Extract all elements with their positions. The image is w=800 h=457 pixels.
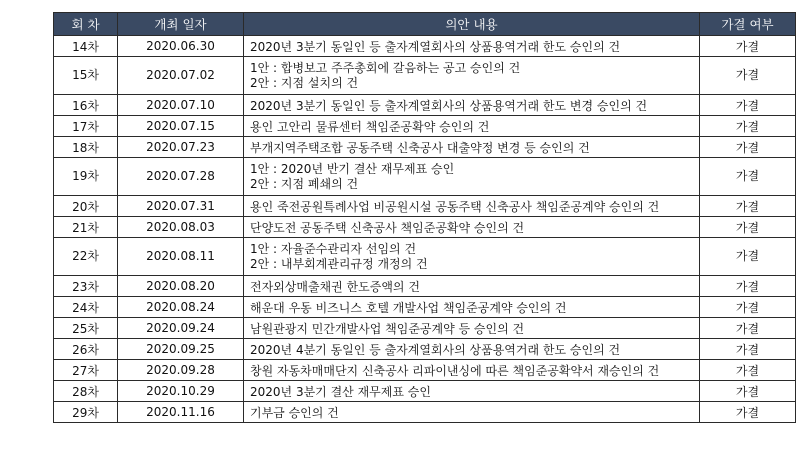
result-cell: 가결 <box>700 217 796 238</box>
session-cell: 28차 <box>54 381 118 402</box>
result-cell: 가결 <box>700 57 796 95</box>
table-row <box>54 57 796 95</box>
result-cell: 가결 <box>700 238 796 276</box>
table-row <box>54 137 796 158</box>
date-cell: 2020.09.28 <box>118 360 244 381</box>
agenda-line: 창원 자동차매매단지 신축공사 리파이낸싱에 따른 책임준공확약서 재승인의 건 <box>250 363 660 378</box>
table-row <box>54 95 796 116</box>
date-cell: 2020.08.03 <box>118 217 244 238</box>
session-cell: 26차 <box>54 339 118 360</box>
table-row <box>54 116 796 137</box>
table-row <box>54 238 796 276</box>
agenda-cell <box>244 116 700 137</box>
agenda-line: 2020년 3분기 결산 재무제표 승인 <box>250 384 431 399</box>
agenda-cell <box>244 217 700 238</box>
date-cell: 2020.06.30 <box>118 36 244 57</box>
agenda-cell <box>244 360 700 381</box>
agenda-cell <box>244 276 700 297</box>
result-cell: 가결 <box>700 276 796 297</box>
agenda-cell <box>244 381 700 402</box>
result-cell: 가결 <box>700 381 796 402</box>
table-row <box>54 217 796 238</box>
agenda-cell <box>244 95 700 116</box>
table-row <box>54 339 796 360</box>
header-date: 개최 일자 <box>118 13 244 36</box>
agenda-cell <box>244 238 700 276</box>
agenda-cell <box>244 36 700 57</box>
agenda-line: 기부금 승인의 건 <box>250 405 339 420</box>
result-cell: 가결 <box>700 116 796 137</box>
agenda-line: 부개지역주택조합 공동주택 신축공사 대출약정 변경 등 승인의 건 <box>250 140 590 155</box>
result-cell: 가결 <box>700 137 796 158</box>
agenda-line: 2020년 4분기 동일인 등 출자계열회사의 상품용역거래 한도 승인의 건 <box>250 342 621 357</box>
table-body <box>54 36 796 423</box>
table-row <box>54 318 796 339</box>
agenda-line: 용인 죽전공원특례사업 비공원시설 공동주택 신축공사 책임준공계약 승인의 건 <box>250 199 660 214</box>
date-cell: 2020.09.25 <box>118 339 244 360</box>
session-cell: 16차 <box>54 95 118 116</box>
result-cell: 가결 <box>700 196 796 217</box>
agenda-line: 단양도전 공동주택 신축공사 책임준공확약 승인의 건 <box>250 220 525 235</box>
result-cell: 가결 <box>700 360 796 381</box>
session-cell: 23차 <box>54 276 118 297</box>
agenda-line: 용인 고안리 물류센터 책임준공확약 승인의 건 <box>250 119 490 134</box>
agenda-line: 2020년 3분기 동일인 등 출자계열회사의 상품용역거래 한도 변경 승인의 건 <box>250 98 648 113</box>
session-cell: 14차 <box>54 36 118 57</box>
agenda-line: 2020년 3분기 동일인 등 출자계열회사의 상품용역거래 한도 승인의 건 <box>250 39 621 54</box>
agenda-cell <box>244 57 700 95</box>
agenda-line: 2안 : 내부회계관리규정 개정의 건 <box>250 256 428 271</box>
table-row <box>54 276 796 297</box>
session-cell: 19차 <box>54 158 118 196</box>
agenda-line: 해운대 우동 비즈니스 호텔 개발사업 책임준공계약 승인의 건 <box>250 300 567 315</box>
date-cell: 2020.08.24 <box>118 297 244 318</box>
date-cell: 2020.10.29 <box>118 381 244 402</box>
session-cell: 15차 <box>54 57 118 95</box>
session-cell: 18차 <box>54 137 118 158</box>
date-cell: 2020.07.23 <box>118 137 244 158</box>
agenda-line: 남원관광지 민간개발사업 책임준공계약 등 승인의 건 <box>250 321 525 336</box>
date-cell: 2020.07.31 <box>118 196 244 217</box>
agenda-cell <box>244 339 700 360</box>
result-cell: 가결 <box>700 318 796 339</box>
agenda-line: 2안 : 지점 폐쇄의 건 <box>250 176 359 191</box>
agenda-cell <box>244 137 700 158</box>
session-cell: 22차 <box>54 238 118 276</box>
result-cell: 가결 <box>700 158 796 196</box>
session-cell: 17차 <box>54 116 118 137</box>
session-cell: 20차 <box>54 196 118 217</box>
date-cell: 2020.08.20 <box>118 276 244 297</box>
header-agenda: 의안 내용 <box>244 13 700 36</box>
table-row <box>54 360 796 381</box>
date-cell: 2020.07.10 <box>118 95 244 116</box>
header-session: 회 차 <box>54 13 118 36</box>
table-row <box>54 381 796 402</box>
agenda-cell <box>244 297 700 318</box>
agenda-cell <box>244 158 700 196</box>
date-cell: 2020.11.16 <box>118 402 244 423</box>
agenda-line: 1안 : 합병보고 주주총회에 갈음하는 공고 승인의 건 <box>250 60 521 75</box>
date-cell: 2020.07.15 <box>118 116 244 137</box>
agenda-cell <box>244 196 700 217</box>
date-cell: 2020.07.02 <box>118 57 244 95</box>
agenda-cell <box>244 402 700 423</box>
board-resolutions-table <box>53 12 796 423</box>
agenda-line: 1안 : 자율준수관리자 선임의 건 <box>250 241 417 256</box>
header-result: 가결 여부 <box>700 13 796 36</box>
result-cell: 가결 <box>700 339 796 360</box>
table-row <box>54 297 796 318</box>
result-cell: 가결 <box>700 402 796 423</box>
date-cell: 2020.09.24 <box>118 318 244 339</box>
date-cell: 2020.08.11 <box>118 238 244 276</box>
session-cell: 29차 <box>54 402 118 423</box>
session-cell: 24차 <box>54 297 118 318</box>
agenda-line: 2안 : 지점 설치의 건 <box>250 75 359 90</box>
result-cell: 가결 <box>700 297 796 318</box>
agenda-cell <box>244 318 700 339</box>
session-cell: 27차 <box>54 360 118 381</box>
result-cell: 가결 <box>700 36 796 57</box>
table-row <box>54 158 796 196</box>
header-row <box>54 13 796 36</box>
agenda-line: 1안 : 2020년 반기 결산 재무제표 승인 <box>250 161 455 176</box>
date-cell: 2020.07.28 <box>118 158 244 196</box>
table-row <box>54 196 796 217</box>
result-cell: 가결 <box>700 95 796 116</box>
table-header <box>54 13 796 36</box>
session-cell: 25차 <box>54 318 118 339</box>
table-row <box>54 402 796 423</box>
agenda-line: 전자외상매출채권 한도증액의 건 <box>250 279 420 294</box>
table-row <box>54 36 796 57</box>
session-cell: 21차 <box>54 217 118 238</box>
